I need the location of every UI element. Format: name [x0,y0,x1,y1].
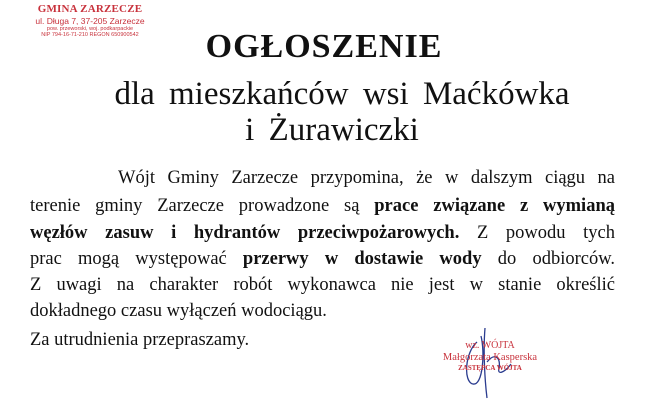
body-text: dokładnego czasu wyłączeń wodociągu. [30,301,327,321]
body-line [30,301,615,322]
stamp-address: ul. Długa 7, 37-205 Zarzecze [35,16,145,26]
subtitle-line-1: dla mieszkańców wsi Maćkówka [114,76,570,112]
signature-role: wz. WÓJTA [465,340,515,351]
body-text: Wójt Gminy Zarzecze przypomina, że w dalszym ciągu na [118,168,615,188]
body-line [30,223,615,244]
body-text: do odbiorców. [481,249,615,269]
body-line [30,275,615,296]
body-text: Za utrudnienia przepraszamy. [30,330,250,350]
body-line [30,249,615,270]
signature-stamp [430,340,550,372]
page-title: OGŁOSZENIE [205,28,443,65]
body-text: terenie gminy Zarzecze prowadzone są [30,196,375,216]
body-line [118,168,615,189]
body-text: prac mogą występować [30,249,243,269]
body-bold-text: węzłów zasuw i hydrantów przeciwpożarowych. [30,223,460,243]
subtitle-line-2: i Żurawiczki [245,112,419,148]
body-line [30,196,615,217]
stamp-region: pow. przeworski, woj. podkarpackie [46,25,134,32]
signature-name: Małgorzata Kasperska [442,351,538,363]
stamp-name: GMINA ZARZECZE [37,3,143,15]
body-bold-text: prace związane z wymianą [374,196,615,216]
body-text: Z powodu tych [459,223,615,243]
body-bold-text: przerwy w dostawie wody [242,249,482,269]
signature-title: ZASTĘPCA WÓJTA [458,363,522,372]
stamp-ids: NIP 794-16-71-210 REGON 650900542 [41,32,139,38]
body-text: Z uwagi na charakter robót wykonawca nie jest w stanie określić [30,275,615,295]
